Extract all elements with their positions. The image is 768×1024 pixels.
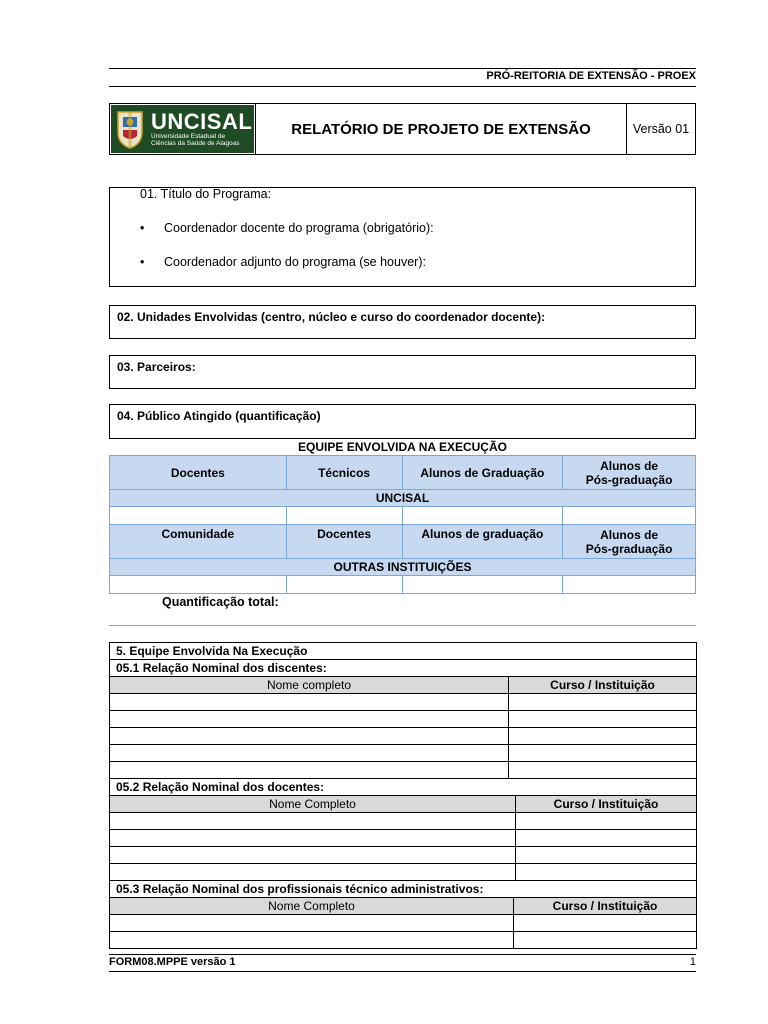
- teachers-table: [109, 778, 697, 881]
- uncisal-input-row: [110, 507, 696, 525]
- logo-subtitle-2: Ciências da Saúde de Alagoas: [151, 140, 240, 147]
- course-cell[interactable]: [514, 915, 697, 932]
- table-row: [110, 728, 697, 745]
- technicians-table: [109, 880, 697, 949]
- name-cell[interactable]: [110, 864, 516, 881]
- col-curso-instituicao: Curso / Instituição: [509, 677, 697, 694]
- uncisal-header-row: [110, 456, 696, 490]
- name-cell[interactable]: [110, 847, 516, 864]
- bullet-icon: •: [140, 255, 145, 269]
- bullet-coordinator: [140, 221, 434, 235]
- sub1-header-row: [110, 677, 697, 694]
- name-cell[interactable]: [110, 694, 509, 711]
- input-cell[interactable]: [110, 576, 287, 594]
- logo-subtitle-1: Universidade Estadual de: [151, 133, 226, 140]
- table-row: [110, 847, 697, 864]
- audience-label: 04. Público Atingido (quantificação): [117, 409, 321, 423]
- col-docentes: Docentes: [110, 456, 287, 490]
- name-cell[interactable]: [110, 762, 509, 779]
- table-row: [110, 762, 697, 779]
- col-nome-completo-3: Nome Completo: [110, 898, 514, 915]
- col-tecnicos: Técnicos: [286, 456, 402, 490]
- bullet-adjunct: [140, 255, 426, 269]
- bullet-icon: •: [140, 221, 145, 235]
- program-title-label: 01. Título do Programa:: [140, 187, 272, 201]
- input-cell[interactable]: [402, 507, 563, 525]
- section-program-box[interactable]: [109, 187, 696, 287]
- table-row: [110, 813, 697, 830]
- col-docentes-2: Docentes: [286, 525, 402, 559]
- name-cell[interactable]: [110, 728, 509, 745]
- course-cell[interactable]: [516, 813, 697, 830]
- logo-title: UNCISAL: [151, 109, 253, 134]
- input-cell[interactable]: [286, 576, 402, 594]
- other-label-row: [110, 559, 696, 576]
- sub2-title-row: [110, 779, 697, 796]
- course-cell[interactable]: [509, 728, 697, 745]
- input-cell[interactable]: [563, 507, 696, 525]
- top-rule: [109, 68, 696, 69]
- crest-icon: [115, 108, 145, 150]
- audience-grid: [109, 455, 696, 594]
- team-heading: EQUIPE ENVOLVIDA NA EXECUÇÃO: [298, 440, 507, 454]
- col-alunos-pos-line2: Pós-graduação: [585, 472, 673, 487]
- top-rule-2: [109, 86, 696, 87]
- section-units-box[interactable]: [109, 305, 696, 339]
- sub3-title: 05.3 Relação Nominal dos profissionais técnico administrativos:: [110, 881, 697, 898]
- name-cell[interactable]: [110, 830, 516, 847]
- form-code: FORM08.MPPE versão 1: [109, 956, 236, 968]
- col-alunos-pos-2: [563, 525, 696, 559]
- table-row: [110, 745, 697, 762]
- units-label: 02. Unidades Envolvidas (centro, núcleo e curso do coordenador docente):: [117, 310, 546, 324]
- sub3-title-row: [110, 881, 697, 898]
- section-audience-box[interactable]: [109, 404, 696, 439]
- col-alunos-pos-line1: Alunos de: [600, 458, 659, 473]
- sub2-title: 05.2 Relação Nominal dos docentes:: [110, 779, 697, 796]
- col-alunos-graduacao: Alunos de Graduação: [402, 456, 563, 490]
- sub1-title: 05.1 Relação Nominal dos discentes:: [110, 660, 697, 677]
- version-label: Versão 01: [626, 104, 695, 154]
- col-alunos-pos: [563, 456, 696, 490]
- footer: [109, 956, 696, 968]
- table-row: [110, 915, 697, 932]
- partners-label: 03. Parceiros:: [117, 360, 196, 374]
- section-partners-box[interactable]: [109, 355, 696, 389]
- uncisal-logo: [110, 104, 256, 154]
- section5-title: 5. Equipe Envolvida Na Execução: [110, 643, 697, 660]
- col-nome-completo: Nome completo: [110, 677, 509, 694]
- course-cell[interactable]: [509, 762, 697, 779]
- total-quantification-label: Quantificação total:: [162, 595, 279, 609]
- other-header-row: [110, 525, 696, 559]
- sub2-header-row: [110, 796, 697, 813]
- proex-label: PRÓ-REITORIA DE EXTENSÃO - PROEX: [486, 70, 696, 82]
- col-curso-instituicao-2: Curso / Instituição: [516, 796, 697, 813]
- section5-title-row: [110, 643, 697, 660]
- table-row: [110, 694, 697, 711]
- col-alunos-pos-2-line1: Alunos de: [600, 527, 659, 542]
- course-cell[interactable]: [516, 864, 697, 881]
- course-cell[interactable]: [514, 932, 697, 949]
- name-cell[interactable]: [110, 915, 514, 932]
- course-cell[interactable]: [516, 830, 697, 847]
- course-cell[interactable]: [509, 694, 697, 711]
- other-institutions-label: OUTRAS INSTITUIÇÕES: [110, 559, 696, 576]
- col-alunos-pos-2-line2: Pós-graduação: [585, 541, 673, 556]
- col-curso-instituicao-3: Curso / Instituição: [514, 898, 697, 915]
- name-cell[interactable]: [110, 932, 514, 949]
- course-cell[interactable]: [516, 847, 697, 864]
- document-title: RELATÓRIO DE PROJETO DE EXTENSÃO: [291, 120, 591, 138]
- course-cell[interactable]: [509, 745, 697, 762]
- sub3-header-row: [110, 898, 697, 915]
- input-cell[interactable]: [402, 576, 563, 594]
- table-row: [110, 830, 697, 847]
- table-row: [110, 711, 697, 728]
- sub1-title-row: [110, 660, 697, 677]
- name-cell[interactable]: [110, 745, 509, 762]
- col-alunos-graduacao-2: Alunos de graduação: [402, 525, 563, 559]
- document-header: [109, 103, 696, 155]
- name-cell[interactable]: [110, 711, 509, 728]
- uncisal-label: UNCISAL: [110, 490, 696, 507]
- input-cell[interactable]: [286, 507, 402, 525]
- page-number: 1: [689, 956, 696, 968]
- adjunct-label: Coordenador adjunto do programa (se houver):: [164, 255, 426, 269]
- name-cell[interactable]: [110, 813, 516, 830]
- total-underline: [109, 625, 696, 626]
- course-cell[interactable]: [509, 711, 697, 728]
- uncisal-label-row: [110, 490, 696, 507]
- table-row: [110, 864, 697, 881]
- footer-rule-2: [109, 971, 696, 972]
- other-input-row: [110, 576, 696, 594]
- table-row: [110, 932, 697, 949]
- coordinator-label: Coordenador docente do programa (obrigatório):: [164, 221, 434, 235]
- col-nome-completo-2: Nome Completo: [110, 796, 516, 813]
- footer-rule: [109, 954, 696, 955]
- students-table: [109, 642, 697, 779]
- input-cell[interactable]: [110, 507, 287, 525]
- input-cell[interactable]: [563, 576, 696, 594]
- col-comunidade: Comunidade: [110, 525, 287, 559]
